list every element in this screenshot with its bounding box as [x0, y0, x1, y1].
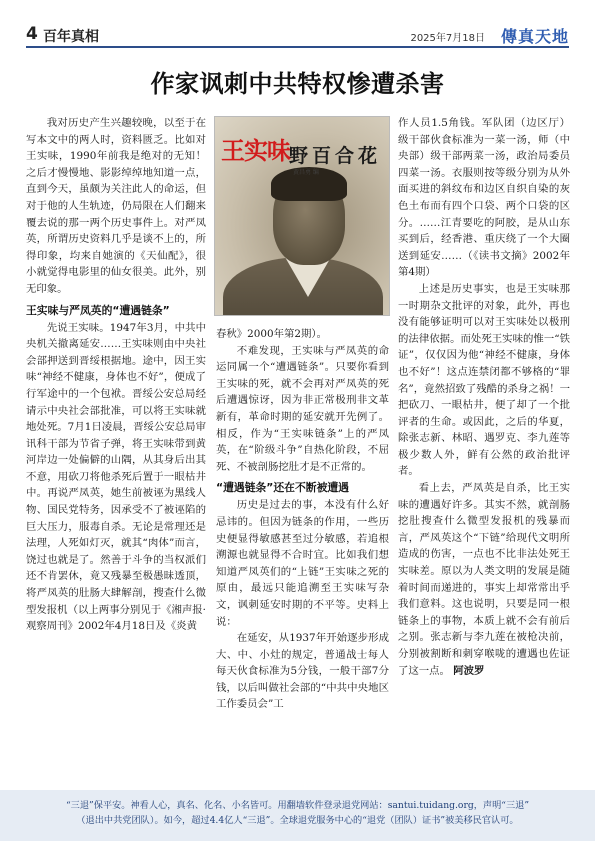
body-paragraph: 历史是过去的事，本没有什么好忌讳的。但因为链条的作用，一些历史便显得敏感甚至过分敏感，若追根溯源也就显得不合时宜。比如我们想知道严凤英们的“上链”王实味之死的原由，最远只能追溯至王实味写杂文，讽刺延安时期的不平等。史料上说：: [216, 499, 389, 628]
cover-title-book: 野百合花: [289, 145, 382, 167]
body-paragraph: [398, 480, 570, 679]
article-title: 作家讽刺中共特权惨遭杀害: [150, 70, 445, 98]
author-byline: 阿波罗: [453, 664, 485, 677]
body-paragraph: 先说王实味。1947年3月，中共中央机关撤离延安……王实味则由中央社会部押送到晋绥根据地。途中，因王实味“神经不健康，身体也不好”，便成了行军途中的一个包袱。晋绥公安总局经请示中央社会部批准，可以将王实味就地处死。7月1日凌晨，晋绥公安总局审讯科干部为节省子弹，将王实味带到黄河岸边一处偏僻的山隅，从其身后出其不意，用砍刀将他杀死后置于一眼枯井中。再说严凤英，她生前被诬为黑线人物、国民党特务，因承受不了被诬陷的巨大压力，服毒自杀。无论是常理还是法理，人死如灯灭，就其“肉体”而言，饶过也就是了。然善于斗争的当权派们还不肯罢休，竟又残暴至极愚昧透顶，将严凤英的肚肠大肆解剖，搜查什么微型发报机（以上两事分别见于《湘声报·观察周刊》2002年4月18日及《炎黄: [26, 321, 206, 633]
footer-line-2: （退出中共党团队）。如今，超过4.4亿人“三退”。全球退党服务中心的“退党（团队）证书”被美移民官认可。: [76, 815, 519, 826]
cover-editor: 黄昌勇 编: [293, 169, 319, 176]
article-column-3: [398, 115, 570, 679]
continued-text: 作人员1.5角钱。军队团（边区厅）级干部伙食标准为一菜一汤，师（中央部）级干部两菜一汤，政治局委员四菜一汤。衣服则按等级分别为从外面买进的斜纹布和边区自织自染的灰色土布而有四个口袋、两个口袋的区分。……江青要吃的阿胶，是从山东买到后，经香港、重庆绕了一个大圈送到延安……（《读书文摘》2002年第4期）: [398, 117, 570, 279]
subheading-chain: 王实味与严凤英的“遭遇链条”: [26, 303, 170, 317]
section-name: 百年真相: [43, 29, 99, 45]
article-column-2: [216, 326, 389, 713]
body-text: 看上去，严凤英是自杀，比王实味的遭遇好许多。其实不然，就剖肠挖肚搜查什么微型发报机的残暴而言，严凤英这个“下链”给现代文明所造成的伤害，一点也不比非法处死王实味差。原以为人类文明的发展是随着时间而递进的，事实上却常常出乎我们意料。这也说明，只要是同一根链条上的事物，本质上就不会有前后之别。张志新与李九莲在被枪决前，分别被割断和刺穿喉咙的遭遇也佐证了这一点。: [398, 482, 570, 677]
issue-date: 2025年7月18日: [410, 33, 485, 44]
footer-line-1: “三退”保平安。神看人心，真名、化名、小名皆可。用翻墙软件登录退党网站：santui.tuidang.org，声明“三退”: [65, 800, 530, 811]
page-number: 4: [26, 24, 38, 44]
article-column-1: [26, 115, 206, 635]
intro-paragraph: 我对历史产生兴趣较晚，以至于在写本文中的两人时，资料匮乏。比如对王实味，1990年前我是绝对的无知！之后才慢慢地、影影绰绰地知道一点，直到今天，虽颇为关注此人的命运，但对于他的人生轨迹，仍局限在人们翻来覆去说的那一两个历史事件上。对严凤英，所谓历史资料几乎是谈不上的，所得印象，均来自她演的《天仙配》，很小就觉得电影里的仙女很美。此外，别无印象。: [26, 117, 206, 295]
body-paragraph: 上述是历史事实，也是王实味那一时期杂文批评的对象，此外，再也没有能够证明可以对王实味处以极刑的法律依据。而处死王实味的惟一“铁证”，仅仅因为他“神经不健康，身体也不好”！这点连禁闭都不够格的“罪名”，竟然招致了残酷的杀身之祸！一把砍刀、一眼枯井，便了却了一个批评者的生命。或因此，之后的华夏，除张志新、林昭、遇罗克、李九莲等极少数人外，鲜有公然的政治批评者。: [398, 282, 570, 478]
page-header: [26, 24, 569, 48]
brand-logo: 傳真天地: [500, 27, 569, 46]
continued-text: 春秋》2000年第2期）。: [216, 328, 327, 340]
body-paragraph: 不难发现，王实味与严凤英的命运同属一个“遭遇链条”。只要你看到王实味的死，就不会再对严凤英的死后遭遇惊讶，因为非正常极刑非文革新有，革命时期的延安就开先例了。相反，作为“王实味链条”上的严凤英，在“阶级斗争”自热化阶段，不屈死、不被剖肠挖肚才是不正常的。: [216, 344, 389, 473]
body-paragraph: 在延安，从1937年开始逐步形成大、中、小灶的规定，普通战士每人每天伙食标准为5分钱，一般干部7分钱，以后叫做社会部的“中共中央地区工作委员会”工: [216, 632, 389, 711]
footer-banner: [0, 790, 595, 841]
book-cover-photo: [214, 116, 390, 316]
subheading-chain-continues: “遭遇链条”还在不断被遭遇: [216, 481, 349, 495]
cover-title-author: 王实味: [221, 137, 290, 165]
